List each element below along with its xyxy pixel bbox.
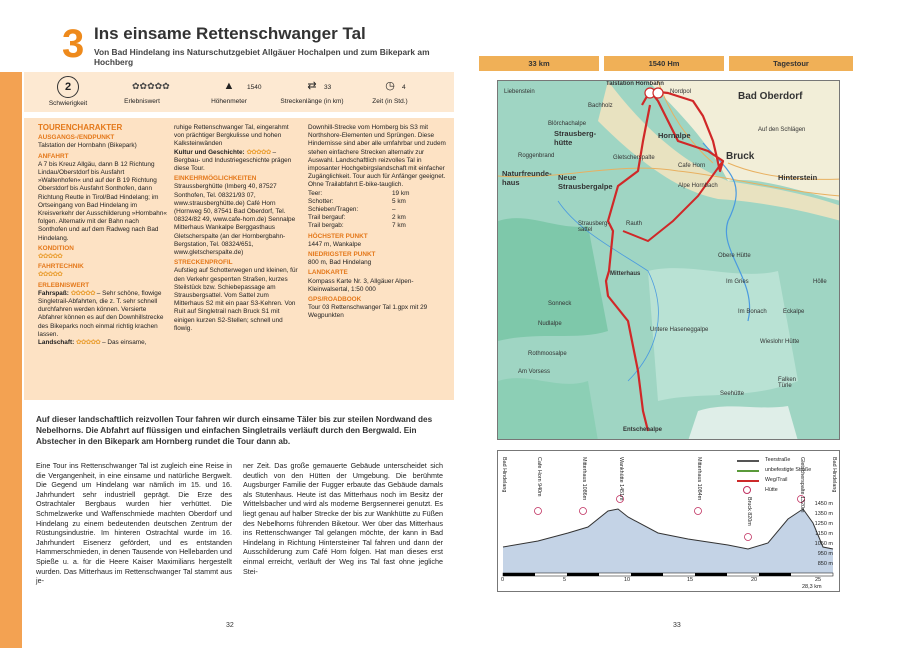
profile-heading: STRECKENPROFIL [174, 259, 233, 267]
surface-row [308, 190, 448, 198]
map-label: Im Gries [726, 279, 749, 285]
elevation-profile [497, 450, 840, 592]
map-label: Nudlalpe [538, 321, 562, 327]
map-label: Bruck [726, 151, 755, 162]
alt-label: 1250 m [814, 521, 833, 527]
profile-waypoint: Wankhütte 1451m [618, 457, 624, 501]
map-heading: LANDKARTE [308, 269, 348, 277]
arrival-text: A 7 bis Kreuz Allgäu, dann B 12 Richtung Lindau/Oberstdorf bis Ausfahrt »Waltenhofen« und auf der B 19 Richtung Oberstdorf bis Ausfahrt Sonthofen, dann Richtung Reutte in Tirol/Bad Hindelang; im Ortseingang von Bad Hindelang im Kreisverkehr der Ausschilderung »Hornbahn« folgen. Alternativ mit der Bahn nach Sonthofen und auf dem Radweg nach Bad Hindelang. [38, 160, 167, 242]
legend-gravel: unbefestigte Straße [735, 465, 835, 475]
stat-experience [102, 76, 182, 105]
map-label: Naturfreunde-haus [502, 169, 552, 187]
map-label: Nordpol [670, 89, 692, 95]
profile-text: Aufstieg auf Schotterwegen und kleinen, für den Verkehr gesperrten Straßen, kurzes Steilstück bzw. Schiebepassage am Strausbergsattel. Vom Sattel zum Mitterhaus S2 mit ein paar S3-Kehren. Von Ruit auf Singletrail nach Bruck S1 mit einigen kurzen S2-Stellen; schnell und flowig. [174, 267, 298, 332]
map-label: Strausberg-sattel [578, 221, 610, 233]
tour-number: 3 [62, 22, 85, 66]
condition-rating-icon: ✿✿✿✿✿ [38, 253, 63, 261]
flower-rating-icon: ✿✿✿✿✿ [132, 81, 170, 91]
stat-label: Zeit (in Std.) [372, 98, 408, 105]
surface-value: 2 km [392, 214, 406, 222]
legend-road: Teerstraße [735, 455, 835, 465]
map-label: Am Vorsess [518, 369, 551, 375]
map-label: Liebenstein [504, 89, 535, 95]
intro-paragraph: Auf dieser landschaftlich reizvollen Tour fahren wir durch einsame Täler bis zur steilen Nordwand des Nebelhorns. Die Abfahrt auf flüssigen und einfachen Singletrails verläuft durch den Bergwald. Ein Abstecher in den Bikepark am Hornberg rundet die Tour dann ab. [36, 415, 433, 446]
arrival-heading: ANFAHRT [38, 152, 69, 160]
body-column-2: ner Zeit. Das große gemauerte Gebäude unterscheidet sich deutlich von den Hütten der Umgebung. Die berühmte Augsburger Familie der Fugger erbaute das Gebäude damals als Stutenhaus. Heute ist das Mitterhaus noch im Besitz der Wittelsbacher und wird als moderne Bergsennerei genutzt. Es liegt genau auf halber Strecke der bis zur Wankhütte zu Füßen des Nebelhorns führenden Biketour. Wer über das Mitterhaus ins Rettenschwanger Tal gelangen möchte, der kann in Bad Hindelang in Richtung Hintersteiner Tal fahren und dann der Ausschilderung zum Café Horn folgen. Hat man dieses erst einmal erreicht, verläuft der Weg ins Tal fast ohne jegliche Stei- [243, 461, 443, 576]
col3-intro: Downhill-Strecke vom Hornberg bis S3 mit Northshore-Elementen und Sprüngen. Diese Hindernisse sind aber alle umfahrbar und zudem stehen einfachere Strecken alternativ zur Auswahl. Landschaftlich reizvolles Tal in imposanter Hochgebirgslandschaft mit einfacher Zugänglichkeit. Tour auch für Anfänger geeignet. Ohne Trailabfahrt E-bike-tauglich. [308, 124, 446, 189]
map-label: Neue Strausbergalpe [558, 173, 613, 191]
map-label: Rothmoosalpe [528, 351, 567, 357]
culture-body: – Bergbau- und Industriegeschichte prägen diese Tour. [174, 148, 292, 173]
route-icon: ⇄ [307, 80, 317, 92]
profile-waypoint: Bad Hindelang [501, 457, 507, 493]
body-column-1: Eine Tour ins Rettenschwanger Tal ist zugleich eine Reise in die Vergangenheit, in eine einsame und natürliche Bergwelt. Die Gegend um Hindelang war nämlich im 15. und 16. Jahrhundert sehr industriell geprägt. Die Erze des Ostrachtaler Bergbaus wurden hier verhüttet. Die Schmelzwerke und Waffenschmiede machten Oberdorf und Hindelang zu einem bedeutenden deutschen Zentrum der Rüstungsindustrie. Im hinteren Ostrachtal wurde im 16. Jahrhundert Eisenerz gefördert, und es entstanden Hammerschmieden, in denen Tausende von Hellebarden und Spieße u. a. für die Heere Kaiser Maximilians hergestellt wurden. Das Mitterhaus im Rettenschwanger Tal stammt aus je- [36, 461, 232, 586]
stat-difficulty [28, 76, 108, 107]
stops-heading: EINKEHRMÖGLICHKEITEN [174, 175, 257, 183]
stat-distance [272, 76, 352, 105]
map-label: Roggenbrand [518, 153, 555, 159]
col2-intro: ruhige Rettenschwanger Tal, eingerahmt von prächtiger Bergkulisse und hohen Kalksteinwänden [174, 124, 289, 148]
map-label: Eckalpe [783, 309, 805, 315]
profile-waypoint: Mitterhaus 1084m [696, 457, 702, 501]
legend-hut: Hütte [735, 485, 835, 495]
legend-trail: Weg/Trail [735, 475, 835, 485]
page-number-right: 33 [673, 622, 681, 629]
surface-key: Trail bergauf: [308, 214, 346, 222]
map-label: Cafe Horn [678, 163, 706, 169]
km-tick: 20 [751, 577, 758, 583]
clock-icon: ◷ [385, 80, 395, 92]
map-label: Gletscherspalte [613, 155, 655, 161]
stat-elevation [189, 76, 269, 105]
km-tick: 10 [624, 577, 631, 583]
map-label: Bad Oberdorf [738, 91, 803, 102]
alt-label: 1350 m [814, 511, 833, 517]
map-label: Talstation Hornbahn [606, 81, 664, 87]
map-label: Falken Türle [778, 377, 797, 389]
map-label: Untere Haseneggalpe [650, 327, 709, 333]
topographic-map [497, 80, 840, 440]
stat-label: Höhenmeter [211, 98, 247, 105]
km-tick: 25 [815, 577, 822, 583]
map-label: Seehütte [720, 391, 745, 397]
surface-row [308, 198, 448, 206]
km-tick: 0 [501, 577, 505, 583]
tour-character-box [24, 118, 454, 400]
stats-bar [24, 72, 454, 112]
fun-rating-icon: ✿✿✿✿✿ [70, 289, 95, 297]
start-heading: AUSGANGS-/ENDPUNKT [38, 134, 115, 142]
alt-label: 850 m [817, 561, 833, 567]
start-text: Talstation der Hornbahn (Bikepark) [38, 142, 137, 150]
difficulty-circle-icon: 2 [57, 76, 79, 98]
fun-label: Fahrspaß: [38, 289, 69, 297]
fun-body: – Sehr schöne, flowige Singletrail-Abfahrten, die z. T. sehr schnell durchfahren werden können. Versierte Abfahrer können es auf den Downhillstrecke des Bikeparks noch einmal richtig krachen lassen. [38, 289, 164, 338]
gps-heading: GPS/ROADBOOK [308, 296, 362, 304]
surface-value: – [392, 206, 396, 214]
km-tick: 28,3 km [802, 584, 822, 590]
page-number-left: 32 [226, 622, 234, 629]
surface-key: Schotter: [308, 197, 334, 205]
stat-time [350, 76, 430, 105]
fun-text [38, 290, 168, 339]
info-column-1 [38, 124, 168, 347]
profile-waypoint: Cafe Horn 940m [536, 457, 542, 497]
page-subtitle: Von Bad Hindelang ins Naturschutzgebiet Allgäuer Hochalpen und zum Bikepark am Hochberg [94, 47, 430, 67]
culture-text [174, 149, 300, 174]
surface-row [308, 206, 448, 214]
profile-waypoint: Bad Hindelang [831, 457, 837, 493]
map-label: Sonneck [548, 301, 572, 307]
section-heading: TOURENCHARAKTER [38, 123, 123, 132]
map-label: Bachholz [588, 103, 613, 109]
technique-heading: FAHRTECHNIK [38, 263, 84, 271]
mountain-icon: ▲ [223, 80, 235, 92]
alt-label: 1050 m [814, 541, 833, 547]
info-tabs [479, 56, 853, 71]
culture-rating-icon: ✿✿✿✿✿ [246, 148, 271, 156]
map-label: Hinterstein [778, 173, 818, 182]
condition-heading: KONDITION [38, 244, 74, 252]
technique-rating-icon: ✿✿✿✿✿ [38, 271, 63, 279]
info-column-3 [308, 124, 448, 321]
surface-list [308, 190, 448, 231]
alt-label: 1450 m [814, 501, 833, 507]
map-label: Entschenalpe [623, 427, 663, 433]
surface-value: 19 km [392, 189, 410, 197]
stat-value: 1540 [247, 84, 262, 91]
km-tick: 15 [687, 577, 694, 583]
highpoint-heading: HÖCHSTER PUNKT [308, 232, 368, 240]
landscape-text [38, 339, 168, 347]
landscape-body: – Das einsame, [102, 339, 147, 347]
tab-distance: 33 km [479, 56, 599, 71]
tab-duration: Tagestour [729, 56, 853, 71]
map-label: Strausberg-hütte [554, 129, 597, 147]
stat-label: Schwierigkeit [48, 100, 88, 107]
stat-label: Erlebniswert [124, 98, 160, 105]
surface-key: Teer: [308, 189, 323, 197]
experience-heading: ERLEBNISWERT [38, 281, 90, 289]
profile-waypoint: Mitterhaus 1086m [581, 457, 587, 501]
surface-row [308, 222, 448, 230]
map-label: Auf den Schlägen [758, 127, 806, 133]
map-label: Obere Hütte [718, 253, 751, 259]
surface-key: Trail bergab: [308, 222, 344, 230]
map-label: Hornalpe [658, 131, 691, 140]
map-label: Alpe Hornbach [678, 183, 718, 189]
surface-value: 5 km [392, 197, 406, 205]
km-tick: 5 [563, 577, 567, 583]
profile-waypoint: Bruck 820m [746, 497, 752, 526]
map-label: Rauth [626, 221, 643, 227]
landscape-rating-icon: ✿✿✿✿✿ [76, 339, 101, 347]
highpoint-text: 1447 m, Wankalpe [308, 240, 362, 248]
map-label: Blörchachalpe [548, 121, 587, 127]
surface-value: 7 km [392, 222, 406, 230]
alt-label: 1150 m [815, 531, 833, 537]
info-column-2 [174, 124, 300, 333]
stops-text: Straussberghütte (Imberg 40, 87527 Sonthofen, Tel. 08321/93 07, www.strausberghütte.de) Café Horn (Hornweg 50, 87541 Bad Oberdorf, Tel. 08324/82 49, www.cafe-horn.de) Sennalpe Mitterhaus Wankalpe Berggasthaus Gletscherspalte (an der Hornbergbahn-Bergstation, Tel. 08324/651, www.gletscherspalte.de) [174, 183, 296, 257]
landscape-label: Landschaft: [38, 339, 75, 347]
orange-margin-strip [0, 72, 22, 648]
stat-value: 33 [324, 84, 332, 91]
profile-waypoint: Gletscherspalte 1320m [799, 457, 805, 513]
stat-value: 4 [402, 84, 406, 91]
lowpoint-text: 800 m, Bad Hindelang [308, 259, 372, 267]
surface-row [308, 214, 448, 222]
alt-label: 950 m [817, 551, 833, 557]
surface-key: Schieben/Tragen: [308, 206, 359, 214]
map-text: Kompass Karte Nr. 3, Allgäuer Alpen-Kleinwalsertal, 1:50 000 [308, 277, 414, 293]
finish-marker [653, 88, 663, 98]
culture-label: Kultur und Geschichte: [174, 148, 245, 156]
stat-label: Streckenlänge (in km) [280, 98, 344, 105]
tab-elevation: 1540 Hm [604, 56, 724, 71]
lowpoint-heading: NIEDRIGSTER PUNKT [308, 251, 376, 259]
page-title: Ins einsame Rettenschwanger Tal [94, 24, 366, 43]
map-label: Im Bonach [738, 309, 767, 315]
map-label: Mitterhaus [610, 271, 641, 277]
profile-legend [735, 455, 835, 495]
map-label: Hölle [813, 279, 827, 285]
map-label: Wieslohr Hütte [760, 339, 800, 345]
gps-text: Tour 03 Rettenschwanger Tal 1.gpx mit 29 Wegpunkten [308, 304, 428, 320]
